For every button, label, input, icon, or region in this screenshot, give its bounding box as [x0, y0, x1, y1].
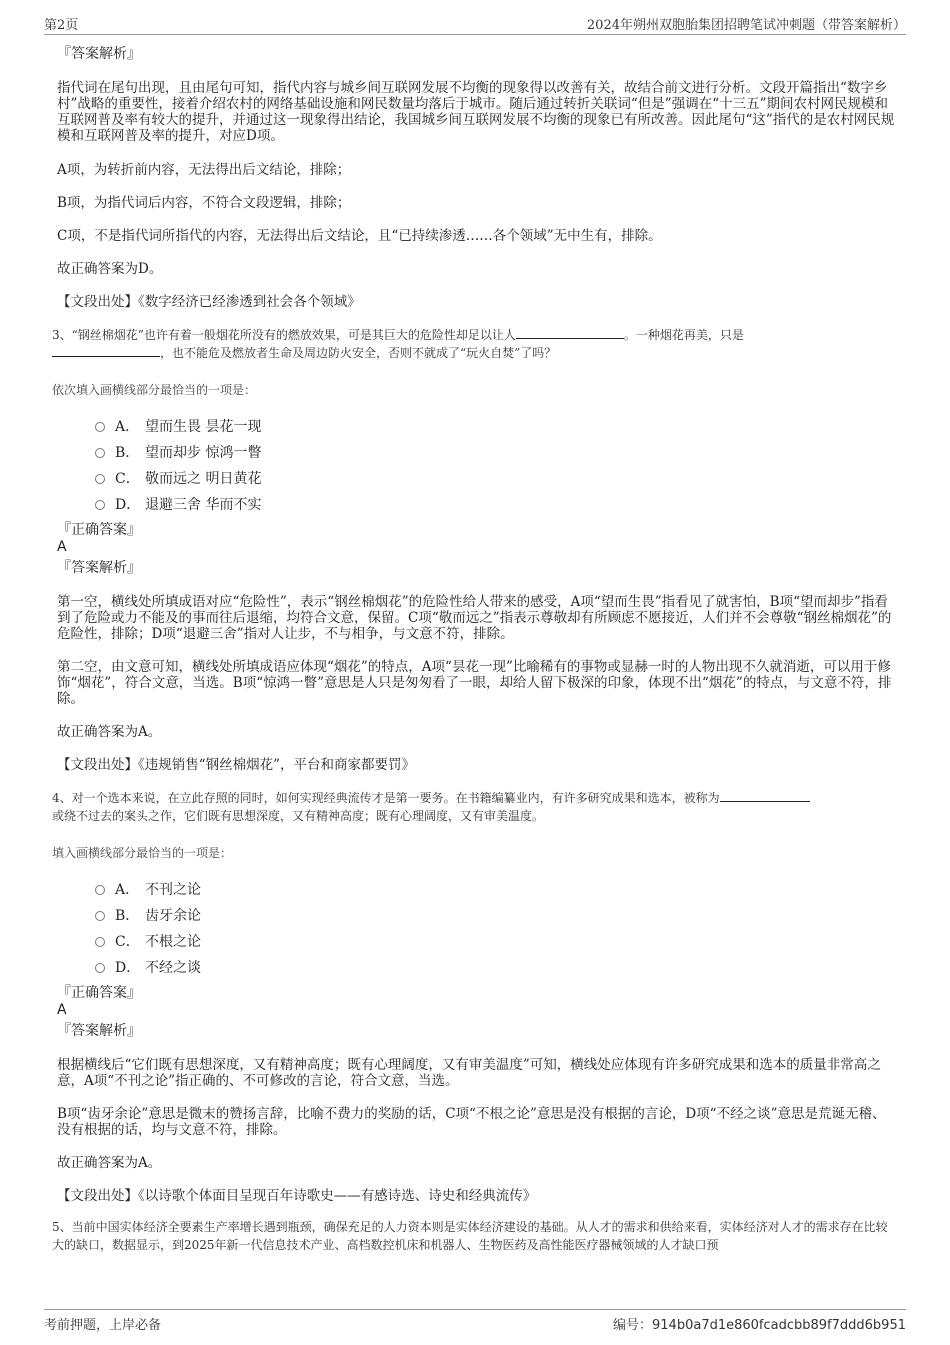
footer-slogan: 考前押题，上岸必备 [44, 1318, 162, 1333]
page-footer [44, 1309, 906, 1334]
analysis-paragraph: B项“齿牙余论”意思是微末的赞扬言辞，比喻不费力的奖励的话，C项“不根之论”意思是没有根据的言论，D项“不经之谈”意思是荒诞无稽、没有根据的话，均与文意不符，排除。 [57, 1106, 886, 1138]
question-3-stem: 3、“钢丝棉烟花”也许有着一般烟花所没有的燃放效果，可是其巨大的危险性却足以让人 。一种烟花再美，只是 ，也不能危及燃放者生命及周边防火安全，否则不就成了“玩火自焚”了吗？ [52, 328, 744, 360]
correct-answer-label: 『正确答案』 [57, 522, 141, 538]
source-citation: 【文段出处】《以诗歌个体面目呈现百年诗歌史——有感诗选、诗史和经典流传》 [57, 1188, 537, 1204]
question-4-options [95, 877, 897, 981]
radio-icon[interactable] [95, 885, 105, 895]
correct-answer: A [57, 1002, 67, 1018]
radio-icon[interactable] [95, 937, 105, 947]
radio-icon[interactable] [95, 422, 105, 432]
option-a[interactable]: A． 不刊之论 [95, 877, 897, 903]
option-b[interactable]: B． 齿牙余论 [95, 903, 897, 929]
option-c[interactable]: C． 不根之论 [95, 929, 897, 955]
analysis-paragraph: C项，不是指代词所指代的内容，无法得出后文结论，且“已持续渗透……各个领域”无中生有，排除。 [57, 228, 662, 244]
radio-icon[interactable] [95, 963, 105, 973]
answer-conclusion: 故正确答案为D。 [57, 261, 163, 277]
option-a[interactable]: A． 望而生畏 昙花一现 [95, 414, 897, 440]
option-d[interactable]: D． 不经之谈 [95, 955, 897, 981]
question-3-instruction: 依次填入画横线部分最恰当的一项是： [52, 383, 257, 397]
answer-conclusion: 故正确答案为A。 [57, 724, 162, 740]
fill-blank [720, 789, 810, 802]
analysis-paragraph: 第一空，横线处所填成语对应“危险性”，表示“钢丝棉烟花”的危险性给人带来的感受，A项“望而生畏”指看见了就害怕，B项“望而却步”指看到了危险或力不能及的事而往后退缩，均符合文意，保留。C项“敬而远之”指表示尊敬却有所顾虑不愿接近，人们并不会尊敬“钢丝棉烟花”的危险性，排除；D项“退避三舍”指对人让步，不与相争，与文意不符，排除。 [57, 594, 892, 642]
question-4-instruction: 填入画横线部分最恰当的一项是： [52, 846, 233, 860]
document-code: 编号：914b0a7d1e860fcadcbb89f7ddd6b951 [613, 1318, 906, 1333]
question-3-options [95, 414, 897, 518]
radio-icon[interactable] [95, 911, 105, 921]
analysis-paragraph: B项，为指代词后内容，不符合文段逻辑，排除； [57, 195, 351, 211]
option-c[interactable]: C． 敬而远之 明日黄花 [95, 466, 897, 492]
analysis-paragraph: 第二空，由文意可知，横线处所填成语应体现“烟花”的特点，A项“昙花一现”比喻稀有的事物或显赫一时的人物出现不久就消逝，可以用于修饰“烟花”，符合文意，当选。B项“惊鸿一瞥”意思是人只是匆匆看了一眼，却给人留下极深的印象，体现不出“烟花”的特点，与文意不符，排除。 [57, 659, 892, 707]
answer-conclusion: 故正确答案为A。 [57, 1155, 162, 1171]
fill-blank [516, 326, 624, 339]
correct-answer-label: 『正确答案』 [57, 985, 141, 1001]
page-number: 第2页 [44, 18, 79, 33]
radio-icon[interactable] [95, 474, 105, 484]
option-b[interactable]: B． 望而却步 惊鸿一瞥 [95, 440, 897, 466]
analysis-paragraph: 指代词在尾句出现，且由尾句可知，指代内容与城乡间互联网发展不均衡的现象得以改善有关，故结合前文进行分析。文段开篇指出“数字乡村”战略的重要性，接着介绍农村的网络基础设施和网民数量均落后于城市。随后通过转折关联词“但是”强调在“十三五”期间农村网民规模和互联网普及率有较大的提升，并通过这一现象得出结论，我国城乡间互联网发展不均衡的现象已有所改善。因此尾句“这”指代的是农村网民规模和互联网普及率的提升，对应D项。 [57, 80, 895, 144]
source-citation: 【文段出处】《违规销售“钢丝棉烟花”，平台和商家都要罚》 [57, 757, 416, 773]
analysis-label: 『答案解析』 [57, 1023, 141, 1039]
option-d[interactable]: D． 退避三舍 华而不实 [95, 492, 897, 518]
page-header [44, 14, 906, 35]
analysis-label: 『答案解析』 [57, 560, 141, 576]
analysis-paragraph: A项，为转折前内容，无法得出后文结论，排除； [57, 162, 351, 178]
source-citation: 【文段出处】《数字经济已经渗透到社会各个领域》 [57, 294, 361, 310]
analysis-label: 『答案解析』 [57, 46, 141, 62]
radio-icon[interactable] [95, 500, 105, 510]
analysis-paragraph: 根据横线后“它们既有思想深度，又有精神高度；既有心理阔度，又有审美温度”可知，横线处应体现有许多研究成果和选本的质量非常高之意，A项“不刊之论”指正确的、不可修改的言论，符合文意，当选。 [57, 1057, 881, 1089]
question-5-stem: 5、当前中国实体经济全要素生产率增长遇到瓶颈，确保充足的人力资本则是实体经济建设的基础。从人才的需求和供给来看，实体经济对人才的需求存在比较大的缺口，数据显示，到2025年新一代信息技术产业、高档数控机床和机器人、生物医药及高性能医疗器械领域的人才缺口预 [52, 1220, 888, 1252]
document-title: 2024年朔州双胞胎集团招聘笔试冲刺题（带答案解析） [586, 18, 906, 33]
correct-answer: A [57, 539, 67, 555]
fill-blank [52, 344, 160, 357]
document-body [52, 46, 897, 1254]
question-4-stem: 4、对一个选本来说，在立此存照的同时，如何实现经典流传才是第一要务。在书籍编纂业内，有许多研究成果和选本，被称为 或绕不过去的案头之作，它们既有思想深度，又有精神高度；既有心理阔度，又有审美温度。 [52, 789, 897, 825]
radio-icon[interactable] [95, 448, 105, 458]
